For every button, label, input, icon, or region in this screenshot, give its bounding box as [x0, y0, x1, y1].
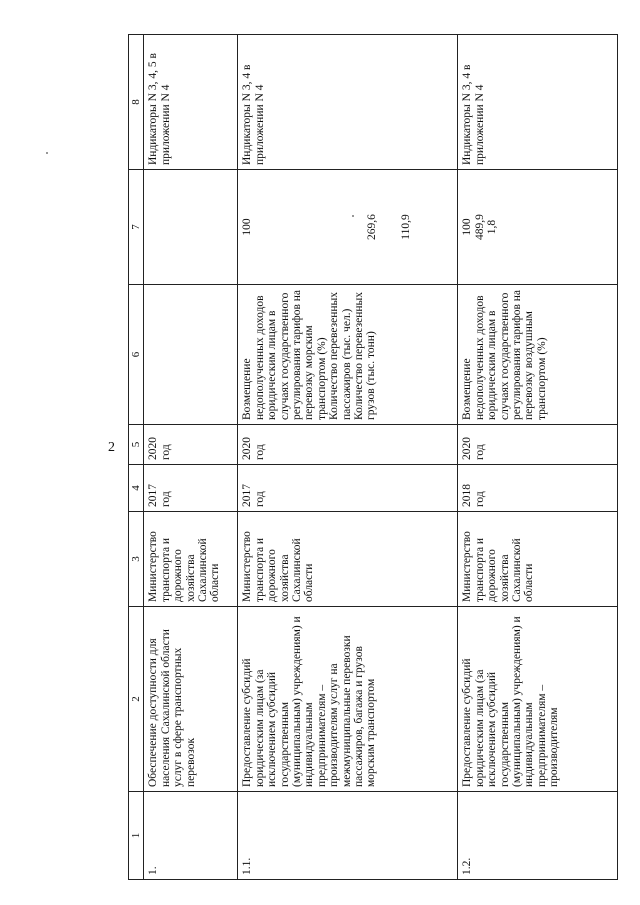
header-cell: 5: [129, 425, 144, 465]
executor: Министерство транспорта и дорожного хозяйства Сахалинской области: [458, 512, 618, 607]
header-cell: 7: [129, 170, 144, 285]
measure-name: Предоставление субсидий юридическим лицам (за исключением субсидий государственным (муниципальным) учреждениям) и индивидуальным предпринимателям – производителям услуг на межмуниципальные перевозки пассажиров, багажа и грузов морским транспортом: [238, 607, 458, 792]
table-row: [458, 35, 618, 880]
header-row: [129, 35, 144, 880]
end-year: 2020 год: [144, 425, 238, 465]
row-number: 1.: [144, 792, 238, 880]
target-value: 489,9: [473, 214, 486, 240]
measure-name: Предоставление субсидий юридическим лицам (за исключением субсидий государственным (муниципальным) учреждениям) и индивидуальным предпринимателям – производителям: [458, 607, 618, 792]
expected-results: [238, 285, 458, 425]
result-item: Возмещение недополученных доходов юридическим лицам в случаях государственного регулирования тарифов на перевозку морским транспортом (%): [241, 289, 328, 420]
page-number: 2: [108, 440, 115, 455]
executor: Министерство транспорта и дорожного хозяйства Сахалинской области: [238, 512, 458, 607]
row-number: 1.2.: [458, 792, 618, 880]
target-value: 100: [461, 218, 474, 236]
target-value: 1,8: [486, 219, 499, 235]
target-value: 269,6: [365, 214, 378, 240]
target-values: [144, 170, 238, 285]
scan-speck: [46, 152, 48, 154]
header-cell: 1: [129, 792, 144, 880]
indicators: Индикаторы N 3, 4 в приложении N 4: [238, 35, 458, 170]
target-values: [458, 170, 618, 285]
target-value: 110,9: [400, 214, 413, 240]
measure-name: Обеспечение доступности для населения Сахалинской области услуг в сфере транспортных перевозок: [144, 607, 238, 792]
expected-results: [144, 285, 238, 425]
table-row: [144, 35, 238, 880]
expected-results: [458, 285, 618, 425]
indicators: Индикаторы N 3, 4, 5 в приложении N 4: [144, 35, 238, 170]
target-value: 100: [241, 218, 254, 236]
header-cell: 2: [129, 607, 144, 792]
table-row: [238, 35, 458, 880]
header-cell: 3: [129, 512, 144, 607]
rotated-table-container: [128, 35, 633, 880]
executor: Министерство транспорта и дорожного хозяйства Сахалинской области: [144, 512, 238, 607]
start-year: 2018 год: [458, 465, 618, 512]
row-number: 1.1.: [238, 792, 458, 880]
header-cell: 6: [129, 285, 144, 425]
end-year: 2020 год: [238, 425, 458, 465]
start-year: 2017 год: [144, 465, 238, 512]
header-cell: 4: [129, 465, 144, 512]
result-item: Количество перевезенных грузов (тыс. тонн): [353, 291, 378, 420]
end-year: 2020 год: [458, 425, 618, 465]
result-item: Количество перевезенных пассажиров (тыс. чел.): [328, 291, 353, 420]
indicators: Индикаторы N 3, 4 в приложении N 4: [458, 35, 618, 170]
start-year: 2017 год: [238, 465, 458, 512]
scan-speck: [352, 215, 354, 217]
result-item: Возмещение недополученных доходов юридическим лицам в случаях государственного регулирования тарифов на перевозку воздушным транспортом (%): [461, 289, 548, 420]
target-values: [238, 170, 458, 285]
program-measures-table: [128, 34, 618, 880]
header-cell: 8: [129, 35, 144, 170]
